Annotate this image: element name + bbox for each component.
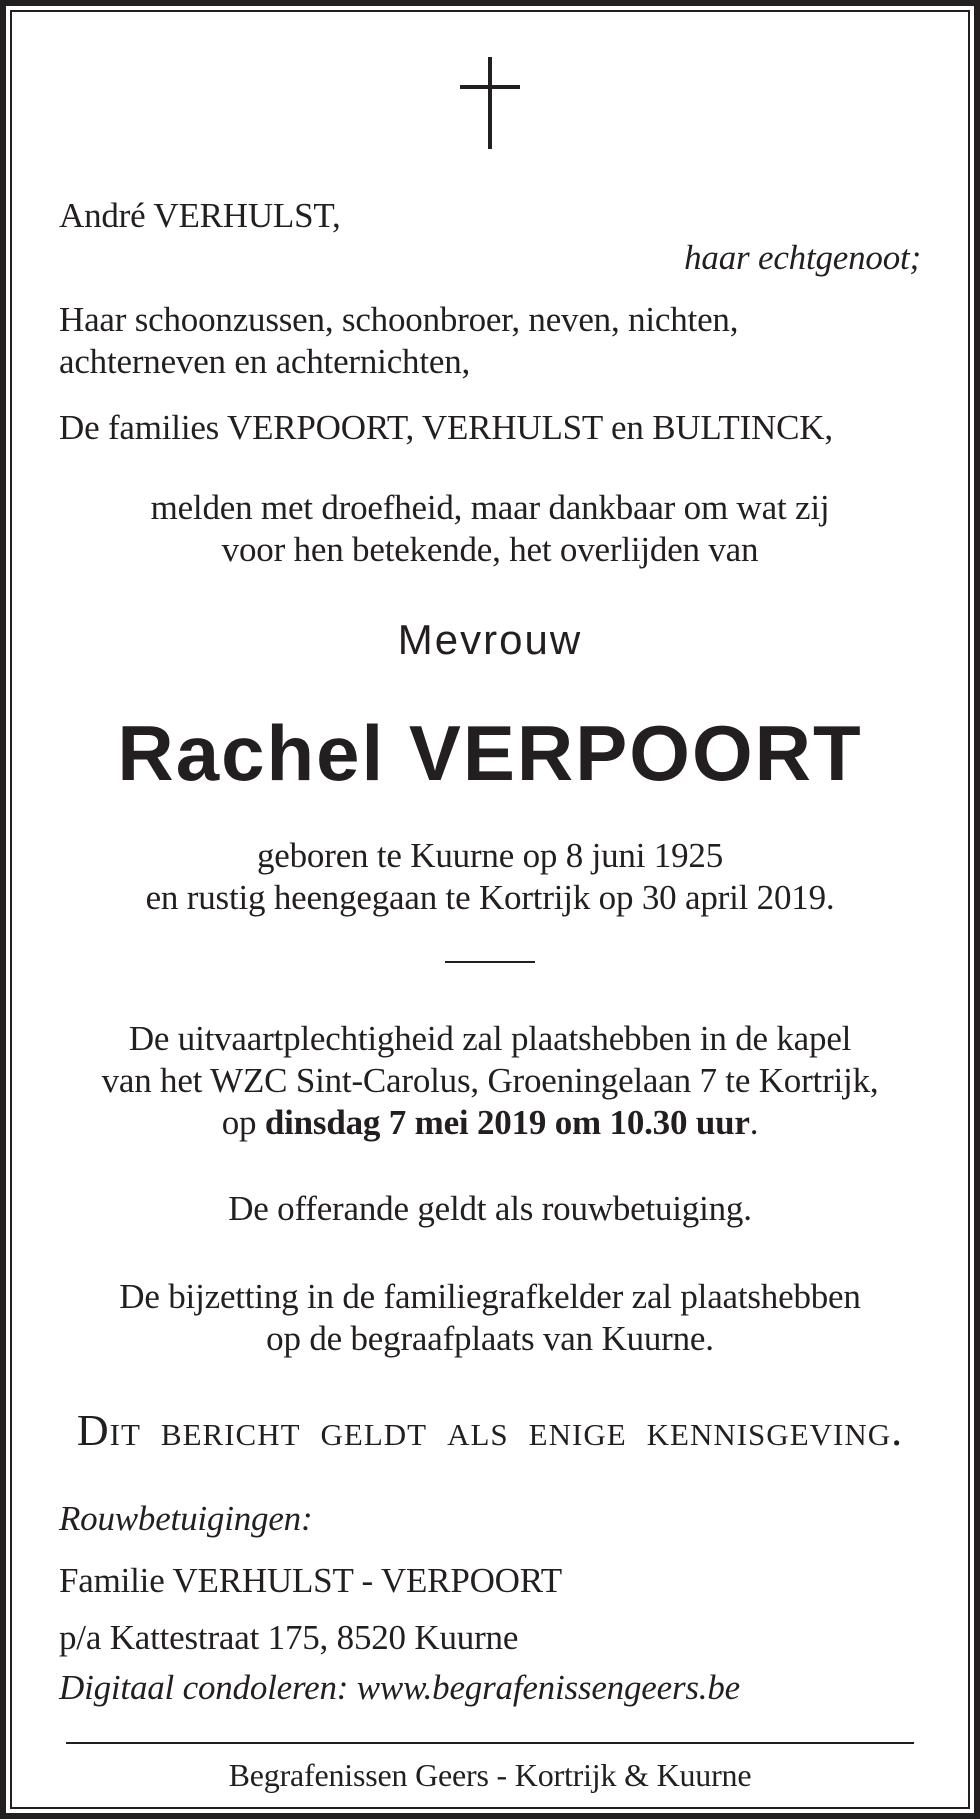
service-line-3 bbox=[59, 1102, 921, 1144]
digital-condolence-line: Digitaal condoleren: www.begrafenissengeers.be bbox=[59, 1668, 740, 1707]
widower-relation: haar echtgenoot; bbox=[684, 238, 921, 277]
service-line-1: De uitvaartplechtigheid zal plaatshebben in de kapel bbox=[128, 1019, 852, 1058]
offering-line: De offerande geldt als rouwbetuiging. bbox=[228, 1189, 752, 1228]
families-line: De families VERPOORT, VERHULST en BULTINCK, bbox=[59, 408, 833, 447]
deceased-name: Rachel VERPOORT bbox=[117, 709, 863, 797]
announcement-line-1: melden met droefheid, maar dankbaar om wat zij bbox=[150, 488, 830, 527]
service-line-2: van het WZC Sint-Carolus, Groeningelaan 7 te Kortrijk, bbox=[101, 1061, 879, 1100]
burial-line-1: De bijzetting in de familiegrafkelder zal plaatshebben bbox=[119, 1277, 861, 1316]
condolences-family: Familie VERHULST - VERPOORT bbox=[59, 1561, 562, 1600]
condolences-heading: Rouwbetuigingen: bbox=[59, 1499, 313, 1538]
death-line: en rustig heengegaan te Kortrijk op 30 april 2019. bbox=[145, 878, 835, 917]
burial-line-2: op de begraafplaats van Kuurne. bbox=[266, 1319, 714, 1358]
service-date-bold: dinsdag 7 mei 2019 om 10.30 uur bbox=[264, 1103, 750, 1142]
condolences-address: p/a Kattestraat 175, 8520 Kuurne bbox=[59, 1618, 519, 1657]
service-date-suffix: . bbox=[749, 1103, 759, 1142]
funeral-home-credit: Begrafenissen Geers - Kortrijk & Kuurne bbox=[228, 1757, 752, 1793]
latin-cross-icon bbox=[460, 57, 520, 149]
cross-container bbox=[59, 57, 921, 149]
widower-name: André VERHULST, bbox=[59, 196, 341, 235]
relatives-line-1: Haar schoonzussen, schoonbroer, neven, nichten, bbox=[59, 300, 739, 339]
relatives-line-2: achterneven en achternichten, bbox=[59, 342, 471, 381]
sole-notice: Dit bericht geldt als enige kennisgeving. bbox=[76, 1406, 904, 1455]
footer-divider bbox=[66, 1742, 914, 1744]
deceased-honorific: Mevrouw bbox=[397, 616, 583, 663]
announcement-line-2: voor hen betekende, het overlijden van bbox=[221, 530, 759, 569]
birth-line: geboren te Kuurne op 8 juni 1925 bbox=[257, 836, 723, 875]
section-divider bbox=[445, 961, 535, 963]
service-date-prefix: op bbox=[221, 1103, 265, 1142]
mourning-card-inner bbox=[10, 10, 970, 1809]
